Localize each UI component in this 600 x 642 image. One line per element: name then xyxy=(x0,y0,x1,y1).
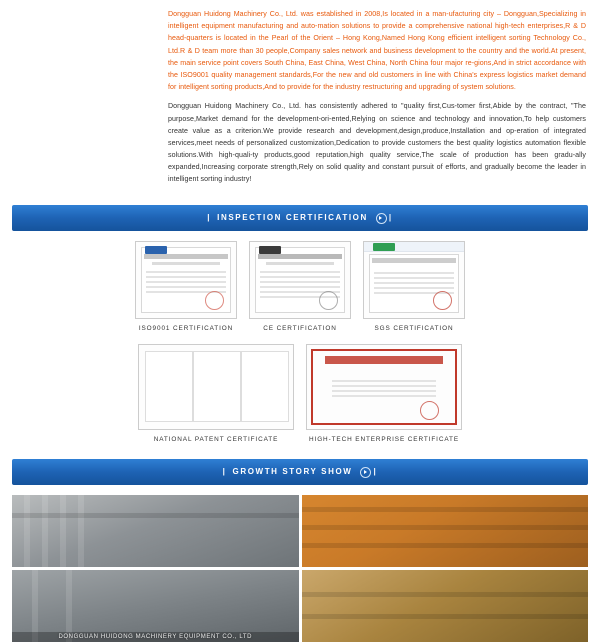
certificate-ce-image xyxy=(249,241,351,319)
growth-photo-grid xyxy=(12,495,588,642)
certificate-iso9001-caption: ISO9001 CERTIFICATION xyxy=(138,324,234,332)
certificate-ce xyxy=(249,241,351,332)
play-circle-icon xyxy=(360,467,371,478)
certificates-section xyxy=(0,231,600,451)
banner-bracket-right: | xyxy=(388,213,393,223)
certificate-high-tech-image xyxy=(306,344,462,430)
growth-banner-title: GROWTH STORY SHOW xyxy=(232,467,353,477)
certificates-row-2 xyxy=(14,344,586,443)
photo-watermark: DONGGUAN HUIDONG MACHINERY EQUIPMENT CO., LTD xyxy=(58,633,253,640)
certificate-sgs-caption: SGS CERTIFICATION xyxy=(374,324,454,332)
certificate-sgs-image xyxy=(363,241,465,319)
growth-story-section xyxy=(0,451,600,642)
certificate-national-patent-caption: NATIONAL PATENT CERTIFICATE xyxy=(153,435,279,443)
certificate-ce-caption: CE CERTIFICATION xyxy=(263,324,337,332)
company-intro xyxy=(0,0,600,199)
certificate-high-tech xyxy=(306,344,462,443)
growth-bracket-right: | xyxy=(373,467,378,477)
photo-workshop-assembly-left xyxy=(12,570,299,642)
certificate-national-patent-image xyxy=(138,344,294,430)
banner-bracket-left: | xyxy=(207,213,212,223)
photo-workshop-conveyor-right xyxy=(302,495,589,567)
intro-paragraph-2: Dongguan Huidong Machinery Co., Ltd. has consistently adhered to "quality first,Cus-tomer first,Abide by the contract, "The purpose,Market demand for the development-ori-ented,Relying on science and technology and innovation,To help customers create value as a criterion.We provide research and development,design,produce,Installation and op-eration of integrated services,meet needs of personalized customization,Dedication to provide customers the best quality logistics automation flexible solutions.With high-quali-ty products,good reputation,high quality service,The scale of production has been gradu-ally expanded,Increasing corporate strength,Rely on solid quality and constant pursuit of efforts, and gradually become the leader in intelligent sorting industry! xyxy=(168,102,586,184)
certificate-national-patent xyxy=(138,344,294,443)
growth-story-banner xyxy=(12,459,588,485)
inspection-banner-title: INSPECTION CERTIFICATION xyxy=(217,213,368,223)
intro-paragraph-1: Dongguan Huidong Machinery Co., Ltd. was established in 2008,Is located in a man-ufacturing city – Dongguan,Specializing in intelligent equipment manufacturing and auto-mation solutions to provide a comprehensive national high-tech enterprises,R & D head-quarters is located in the Pearl of the Orient – Hong Kong,Named Hong Kong efficient intelligent sorting Technology Co., Ltd.R & D team more than 30 people,Company sales network and business development to the country and the world.At present, the main service point covers South China, East China, West China, North China four major re-gions,And in strict accordance with the ISO9001 quality management standards,For the new and old customers in line with China's express logistics market demand for intelligent sorting products,And to provide for the industry restructuring and upgrading of system solutions. xyxy=(168,10,586,92)
photo-workshop-parts-right xyxy=(302,570,589,642)
photo-workshop-rollers-left xyxy=(12,495,299,567)
certificate-high-tech-caption: HIGH-TECH ENTERPRISE CERTIFICATE xyxy=(309,435,459,443)
certificate-iso9001 xyxy=(135,241,237,332)
play-circle-icon xyxy=(376,213,387,224)
inspection-certification-banner xyxy=(12,205,588,231)
certificates-row-1 xyxy=(14,241,586,332)
certificate-sgs xyxy=(363,241,465,332)
certificate-iso9001-image xyxy=(135,241,237,319)
growth-bracket-left: | xyxy=(222,467,227,477)
